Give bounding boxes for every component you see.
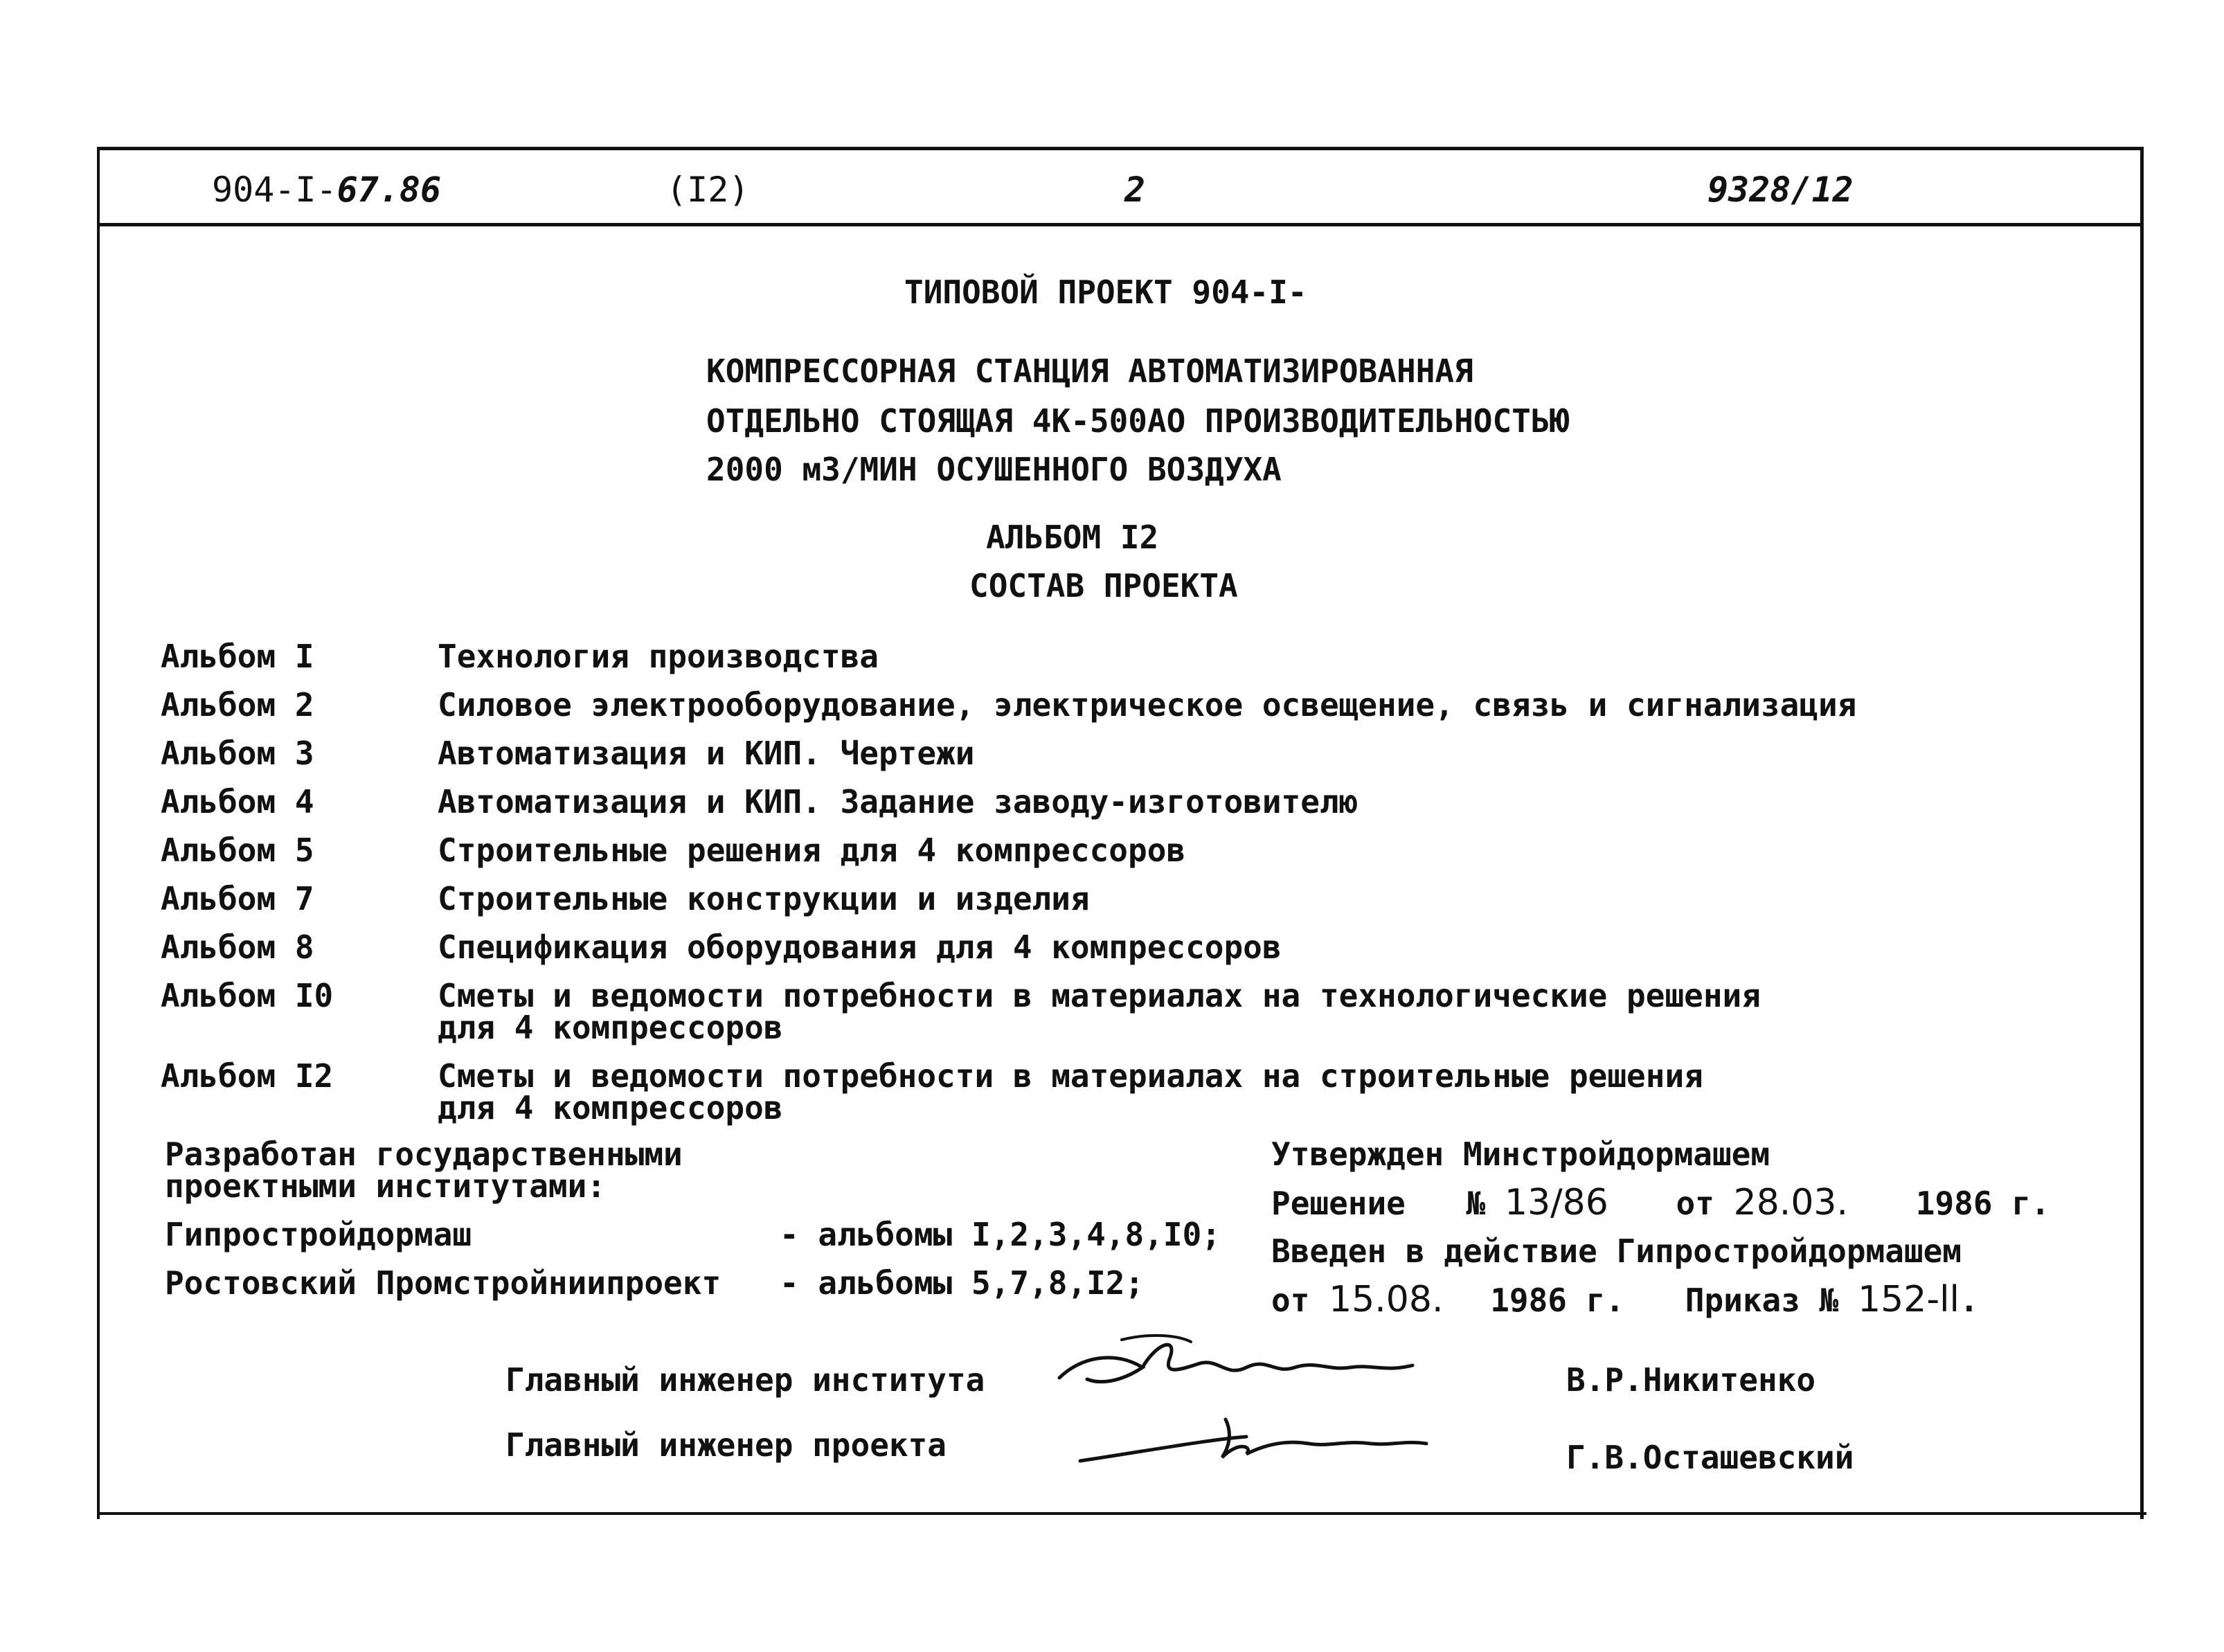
album-label: Альбом 5 bbox=[161, 832, 314, 869]
album-number: (I2) bbox=[666, 170, 750, 210]
frame-bottom-line bbox=[97, 1512, 2146, 1515]
header-divider bbox=[97, 223, 2144, 226]
album-label: Альбом I2 bbox=[161, 1057, 334, 1095]
project-title: ТИПОВОЙ ПРОЕКТ 904-I- bbox=[904, 273, 1307, 311]
album-description: Автоматизация и КИП. Задание заводу-изготовителю bbox=[438, 783, 1358, 820]
album-description: Автоматизация и КИП. Чертежи bbox=[438, 735, 975, 772]
enacted-from-label: от bbox=[1271, 1282, 1310, 1319]
album-description: Строительные решения для 4 компрессоров bbox=[438, 832, 1186, 869]
signature-name-1: В.Р.Никитенко bbox=[1566, 1361, 1816, 1399]
album-label: Альбом I0 bbox=[161, 977, 334, 1014]
album-description: Строительные конструкции и изделия bbox=[438, 880, 1090, 917]
album-description: Технология производства bbox=[438, 638, 879, 675]
decision-from-label: от bbox=[1676, 1185, 1714, 1222]
archive-number: 9328/12 bbox=[1707, 170, 1854, 210]
album-label: Альбом 3 bbox=[161, 735, 314, 772]
signature-2-image bbox=[1066, 1412, 1440, 1475]
enacted-date: 15.08. bbox=[1329, 1279, 1444, 1320]
album-description: Сметы и ведомости потребности в материалах на строительные решения bbox=[438, 1057, 1703, 1095]
album-label: Альбом 2 bbox=[161, 686, 314, 724]
section-title: СОСТАВ ПРОЕКТА bbox=[969, 567, 1238, 604]
project-code-prefix: 904-I- bbox=[212, 170, 337, 210]
order-line bbox=[1271, 1279, 1979, 1320]
album-description: Сметы и ведомости потребности в материалах на технологические решения bbox=[438, 977, 1761, 1014]
album-description-cont: для 4 компрессоров bbox=[438, 1009, 783, 1046]
institute-2: Ростовский Промстройниипроект bbox=[165, 1264, 721, 1302]
album-label: Альбом 7 bbox=[161, 880, 314, 917]
institute-1-albums: - альбомы I,2,3,4,8,I0; bbox=[780, 1216, 1221, 1253]
project-name-line3: 2000 м3/МИН ОСУШЕННОГО ВОЗДУХА bbox=[706, 451, 1282, 488]
order-label: Приказ bbox=[1685, 1282, 1800, 1319]
album-label: Альбом 8 bbox=[161, 928, 314, 966]
enacted-year: 1986 г. bbox=[1490, 1282, 1625, 1319]
project-name-line2: ОТДЕЛЬНО СТОЯЩАЯ 4К-500АО ПРОИЗВОДИТЕЛЬНОСТЬЮ bbox=[706, 402, 1570, 440]
album-description-cont: для 4 компрессоров bbox=[438, 1089, 783, 1126]
signature-role-2: Главный инженер проекта bbox=[505, 1426, 947, 1464]
enacted-line: Введен в действие Гипростройдормашем bbox=[1271, 1232, 1962, 1270]
developed-line2: проектными институтами: bbox=[165, 1167, 606, 1205]
project-code bbox=[212, 169, 441, 210]
signature-1-image bbox=[1039, 1329, 1426, 1406]
signature-role-1: Главный инженер института bbox=[505, 1361, 985, 1399]
album-title: АЛЬБОМ I2 bbox=[986, 519, 1159, 556]
album-label: Альбом 4 bbox=[161, 783, 314, 820]
project-name-line1: КОМПРЕССОРНАЯ СТАНЦИЯ АВТОМАТИЗИРОВАННАЯ bbox=[706, 352, 1473, 390]
signature-name-2: Г.В.Осташевский bbox=[1566, 1439, 1854, 1476]
page-number: 2 bbox=[1124, 170, 1146, 210]
developed-line1: Разработан государственными bbox=[165, 1135, 683, 1173]
album-description: Спецификация оборудования для 4 компрессоров bbox=[438, 928, 1282, 966]
order-end: . bbox=[1959, 1282, 1979, 1319]
decision-year: 1986 г. bbox=[1915, 1185, 2050, 1222]
order-number-mark: № bbox=[1819, 1282, 1839, 1319]
album-description: Силовое электрооборудование, электрическое освещение, связь и сигнализация bbox=[438, 686, 1857, 724]
album-label: Альбом I bbox=[161, 638, 314, 675]
approved-line: Утвержден Минстройдормашем bbox=[1271, 1135, 1770, 1173]
decision-date: 28.03. bbox=[1733, 1182, 1849, 1223]
institute-1: Гипростройдормаш bbox=[165, 1216, 472, 1253]
decision-label: Решение bbox=[1271, 1185, 1406, 1222]
institute-2-albums: - альбомы 5,7,8,I2; bbox=[780, 1264, 1145, 1302]
project-code-number: 67.86 bbox=[337, 170, 442, 210]
decision-number-mark: № bbox=[1466, 1185, 1486, 1222]
order-number: 152-ll bbox=[1858, 1279, 1960, 1320]
decision-number: 13/86 bbox=[1504, 1182, 1608, 1223]
decision-line bbox=[1271, 1182, 2050, 1223]
